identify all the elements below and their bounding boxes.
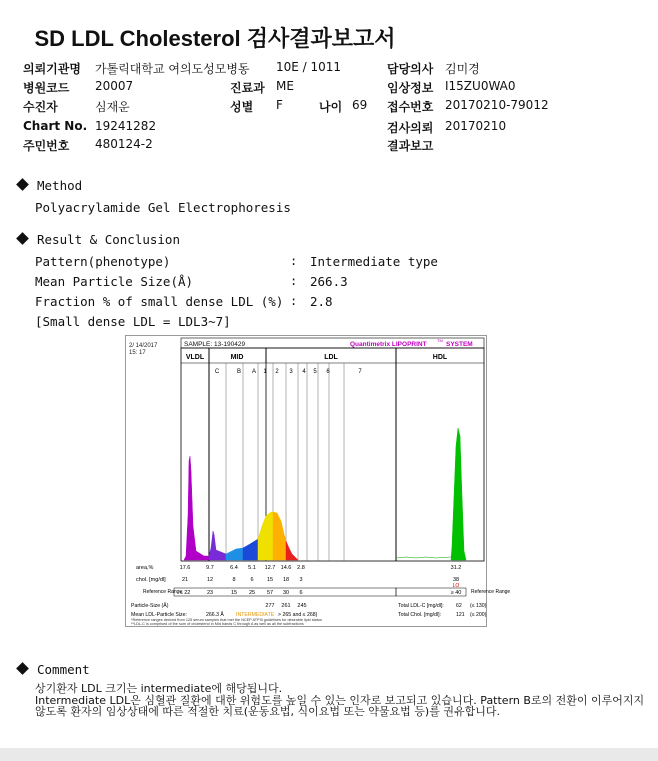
band-label-2: 2 — [275, 369, 279, 375]
area-value: 14.6 — [280, 565, 292, 571]
report-title: SD LDL Cholesterol 검사결과보고서 — [34, 26, 396, 51]
doctor-label: 담당의사 — [387, 62, 434, 76]
area-row-label: area,% — [136, 565, 154, 571]
chol-value: 21 — [181, 577, 189, 583]
plot-frame — [181, 348, 484, 561]
band-label-B: B — [236, 369, 242, 375]
group-label-mid: MID — [230, 354, 244, 361]
total-chol-label: Total Chol. [mg/dl]: — [398, 612, 441, 618]
ward-value: 10E / 1011 — [276, 60, 342, 74]
fraction-label: Fraction % of small dense LDL (%) — [35, 294, 284, 309]
lipoprint-chart — [125, 335, 511, 627]
band-label-5: 5 — [313, 369, 317, 375]
chol-row-label: chol. [mg/dl] — [136, 577, 166, 583]
ref-right-label: Reference Range — [471, 589, 511, 595]
band-peak-3 — [243, 539, 258, 560]
total-ldl-label: Total LDL-C [mg/dl]: — [398, 603, 444, 609]
report-label: 결과보고 — [387, 139, 434, 153]
size-value: 266.3 — [310, 274, 348, 289]
chol-value: 8 — [232, 577, 236, 583]
ref-value: ≥ 40 — [450, 590, 462, 596]
pattern-value: Intermediate type — [310, 254, 438, 269]
chart-brand: Quantimetrix LIPOPRINT — [350, 341, 427, 348]
chol-value: 38 — [452, 577, 460, 583]
group-label-vldl: VLDL — [185, 354, 205, 361]
comment-body — [35, 683, 655, 718]
footnote-1: *Reference ranges derived from 125 serum samples that met the NCEP ATPIII guidelines for desirable lipid status — [131, 618, 322, 622]
size-label: Mean Particle Size(Å) — [35, 274, 194, 289]
particle-size-value: 277 — [265, 603, 275, 609]
age-label: 나이 — [319, 100, 343, 114]
ref-value: ≤ 22 — [179, 590, 191, 596]
request-label: 검사의뢰 — [387, 121, 434, 135]
method-heading — [18, 178, 82, 193]
total-chol-value: 121 — [456, 612, 465, 618]
chol-value: 15 — [266, 577, 274, 583]
particle-size-label: Particle-Size (Å) — [131, 603, 169, 609]
hospital-code-label: 병원코드 — [23, 81, 70, 95]
doctor-value: 김미경 — [445, 62, 480, 76]
ref-value: 6 — [299, 590, 303, 596]
band-label-C: C — [214, 369, 220, 375]
ref-value: 30 — [282, 590, 290, 596]
chart-no-label: Chart No. — [23, 119, 88, 133]
band-peak-0 — [184, 456, 209, 560]
sdldl-note: [Small dense LDL = LDL3~7] — [35, 314, 231, 329]
age-value: 69 — [352, 98, 368, 112]
patient-value: 심재운 — [95, 100, 130, 114]
mean-ldl-range: > 265 and ≤ 268) — [278, 612, 318, 618]
method-heading-text: Method — [37, 178, 83, 193]
comment-line-1: 상기환자 LDL 크기는 intermediate에 해당됩니다. — [35, 682, 283, 695]
band-peak-4 — [258, 512, 273, 560]
colon: : — [290, 254, 298, 268]
chart-date: 2/ 14/2017 — [129, 343, 158, 349]
result-heading — [18, 232, 180, 247]
ref-row-label: Reference Range — [143, 589, 183, 595]
area-value: 2.8 — [297, 565, 305, 571]
group-label-hdl: HDL — [432, 354, 448, 361]
method-text: Polyacrylamide Gel Electrophoresis — [35, 200, 291, 215]
clinical-info-label: 임상정보 — [387, 81, 434, 95]
sex-value: F — [276, 98, 283, 112]
chart-no-value: 19241282 — [95, 119, 157, 133]
institution-value: 가톨릭대학교 여의도성모병동 — [95, 62, 250, 76]
hdl-baseline-trace — [396, 557, 451, 558]
chart-brand-tm: TM — [437, 338, 443, 343]
hospital-code-value: 20007 — [95, 79, 134, 93]
chart-sample: SAMPLE: 13-190429 — [184, 341, 246, 348]
chart-brand-suffix: SYSTEM — [446, 341, 473, 348]
total-chol-ref: (≤ 200) — [470, 612, 487, 618]
band-peak-1 — [209, 531, 226, 560]
area-value: 31.2 — [450, 565, 462, 571]
result-heading-text: Result & Conclusion — [37, 232, 180, 247]
area-value: 6.4 — [230, 565, 238, 571]
chol-value: 12 — [206, 577, 214, 583]
chol-value: 3 — [299, 577, 303, 583]
pattern-label: Pattern(phenotype) — [35, 254, 171, 269]
clinical-info-value: I15ZU0WA0 — [445, 79, 516, 93]
diamond-bullet-icon — [16, 232, 29, 245]
total-ldl-value: 62 — [456, 603, 462, 609]
id-value: 480124-2 — [95, 137, 153, 151]
ref-value: 57 — [266, 590, 274, 596]
total-ldl-ref: (≤ 130) — [470, 603, 487, 609]
fraction-value: 2.8 — [310, 294, 333, 309]
particle-size-value: 261 — [281, 603, 291, 609]
area-value: 5.1 — [248, 565, 256, 571]
id-label: 주민번호 — [23, 139, 70, 153]
comment-line-2: Intermediate LDL은 심혈관 질환에 대한 위험도를 높일 수 있는 인자로 보고되고 있습니다. Pattern B로의 전환이 이루어지지 않도록 환자의 임상상태에 따른 적절한 치료(운동요법, 식이요법 또는 약물요법 등)를 권유합니다. — [35, 693, 645, 718]
lipoprint-chart-svg — [126, 336, 511, 626]
mean-ldl-label: Mean LDL-Particle Size: — [131, 612, 187, 618]
comment-heading — [18, 662, 90, 677]
diamond-bullet-icon — [16, 662, 29, 675]
band-peak-5 — [273, 512, 286, 560]
colon: : — [290, 294, 298, 308]
mean-ldl-value: 266.3 Å — [206, 612, 224, 618]
bottom-bar — [0, 748, 658, 761]
band-label-A: A — [251, 369, 257, 375]
area-value: 9.7 — [206, 565, 214, 571]
chol-value: 18 — [282, 577, 290, 583]
band-label-1: 1 — [263, 369, 267, 375]
footnote-2: **LDL-C is comprised of the sum of cholesterol in Mid bands C through A as well as all the subfractions — [131, 622, 304, 626]
ref-value: 25 — [248, 590, 256, 596]
band-peak-2 — [226, 548, 243, 560]
diamond-bullet-icon — [16, 178, 29, 191]
mean-ldl-class: INTERMEDIATE — [236, 612, 275, 618]
chart-time: 15: 17 — [129, 350, 146, 356]
band-label-3: 3 — [289, 369, 293, 375]
area-value: 17.6 — [179, 565, 191, 571]
band-peak-6 — [286, 541, 298, 560]
patient-label: 수진자 — [23, 100, 58, 114]
band-peak-7 — [451, 428, 466, 560]
colon: : — [290, 274, 298, 288]
band-label-7: 7 — [358, 369, 362, 375]
dept-value: ME — [276, 79, 294, 93]
request-value: 20170210 — [445, 119, 507, 133]
particle-size-value: 245 — [297, 603, 307, 609]
ref-value: 15 — [230, 590, 238, 596]
group-label-ldl: LDL — [324, 354, 338, 361]
band-label-6: 6 — [326, 369, 330, 375]
lo-flag: LO — [452, 583, 460, 589]
receipt-value: 20170210-79012 — [445, 98, 549, 112]
ref-value: 23 — [206, 590, 214, 596]
institution-label: 의뢰기관명 — [23, 62, 81, 76]
area-value: 12.7 — [264, 565, 276, 571]
sex-label: 성별 — [230, 100, 254, 114]
chol-value: 6 — [250, 577, 254, 583]
dept-label: 진료과 — [230, 81, 265, 95]
band-label-4: 4 — [302, 369, 306, 375]
receipt-label: 접수번호 — [387, 100, 434, 114]
comment-heading-text: Comment — [37, 662, 90, 677]
